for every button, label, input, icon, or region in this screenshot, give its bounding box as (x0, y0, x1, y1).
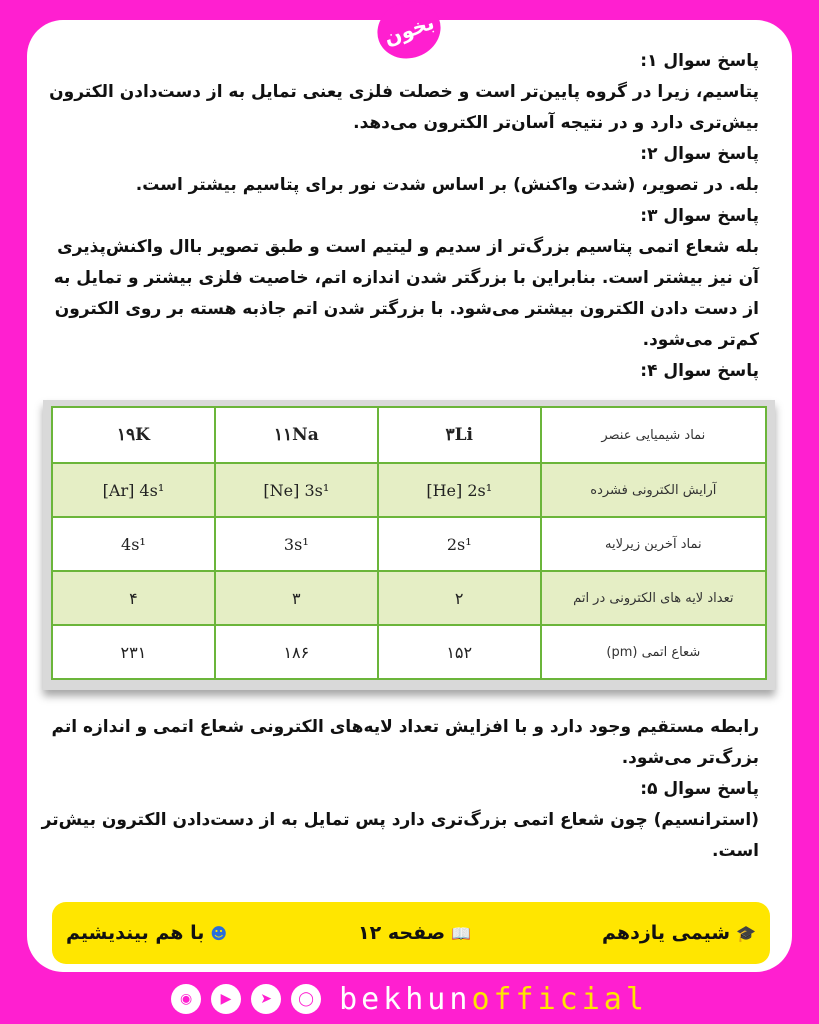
row-label: تعداد لایه های الکترونی در اتم (541, 571, 766, 625)
cell-value: ۱۵۲ (378, 625, 541, 679)
cell-k: ۱۹K (52, 407, 215, 463)
cell-li: ۳Li (378, 407, 541, 463)
subject-label: شیمی یازدهم (602, 922, 731, 944)
table-row (52, 571, 766, 625)
table-row (52, 463, 766, 517)
element-table (51, 406, 767, 680)
brand-logo: بخون (369, 0, 448, 67)
cell-value: [He] 2s¹ (378, 463, 541, 517)
answer-4-title: پاسخ سوال ۴: (640, 361, 759, 381)
cell-value: ۴ (52, 571, 215, 625)
answers-top (39, 46, 759, 387)
row-label: شعاع اتمی (pm) (541, 625, 766, 679)
table-row (52, 407, 766, 463)
cell-value: ۱۸۶ (215, 625, 378, 679)
answer-1-title: پاسخ سوال ۱: (640, 51, 759, 71)
answer-5-text: (استرانسیم) چون شعاع اتمی بزرگ‌تری دارد پس تمایل به از دست‌دادن الکترون بیش‌تر است. (41, 810, 759, 861)
cell-value: ۲۳۱ (52, 625, 215, 679)
lesson-item (66, 922, 227, 944)
answer-2-title: پاسخ سوال ۲: (640, 144, 759, 164)
telegram-icon[interactable]: ➤ (251, 984, 281, 1014)
answer-1-text: پتاسیم، زیرا در گروه پایین‌تر است و خصلت فلزی یعنی تمایل به از دست‌دادن الکترون بیش‌تری دارد و در نتیجه آسان‌تر الکترون می‌دهد. (49, 82, 759, 133)
footer (0, 976, 819, 1022)
row-label: نماد آخرین زیرلایه (541, 517, 766, 571)
page-label: صفحه ۱۲ (358, 922, 446, 944)
element-table-wrapper (43, 400, 775, 690)
row-label: نماد شیمیایی عنصر (541, 407, 766, 463)
answers-bottom (39, 712, 759, 867)
lesson-label: با هم بیندیشیم (66, 922, 205, 944)
answer-5-title: پاسخ سوال ۵: (640, 779, 759, 799)
brand-name: bekhunofficial (339, 981, 648, 1017)
answer-3-title: پاسخ سوال ۳: (640, 206, 759, 226)
cell-value: 4s¹ (52, 517, 215, 571)
cell-value: [Ne] 3s¹ (215, 463, 378, 517)
cell-value: ۲ (378, 571, 541, 625)
table-row (52, 625, 766, 679)
answer-4-text: رابطه مستقیم وجود دارد و با افزایش تعداد لایه‌های الکترونی شعاع اتمی و اندازه اتم بزرگ‌تر می‌شود. (51, 717, 759, 768)
answer-3-text: بله شعاع اتمی پتاسیم بزرگ‌تر از سدیم و لیتیم است و طبق تصویر باال واکنش‌پذیری آن نیز بیشتر است. بنابراین با بزرگتر شدن اندازه اتم، خاصیت فلزی بیشتر و تمایل به از دست دادن الکترون بیشتر می‌شود. با بزرگتر شدن اتم جاذبه هسته بر روی الکترون کم‌تر می‌شود. (53, 237, 759, 350)
cell-value: 2s¹ (378, 517, 541, 571)
youtube-icon[interactable]: ▶ (211, 984, 241, 1014)
cell-value: 3s¹ (215, 517, 378, 571)
film-reel-icon[interactable]: ◉ (171, 984, 201, 1014)
cell-na: ۱۱Na (215, 407, 378, 463)
subject-item (602, 922, 756, 944)
cell-value: ۳ (215, 571, 378, 625)
answer-2-text: بله. در تصویر، (شدت واکنش) بر اساس شدت نور برای پتاسیم بیشتر است. (135, 175, 759, 195)
page-item (358, 922, 471, 944)
user-icon: ☻ (210, 923, 228, 943)
graduation-cap-icon: 🎓 (736, 923, 756, 943)
row-label: آرایش الکترونی فشرده (541, 463, 766, 517)
instagram-icon[interactable]: ◯ (291, 984, 321, 1014)
book-icon: 📖 (451, 923, 472, 943)
table-row (52, 517, 766, 571)
cell-value: [Ar] 4s¹ (52, 463, 215, 517)
info-bar (52, 902, 770, 964)
